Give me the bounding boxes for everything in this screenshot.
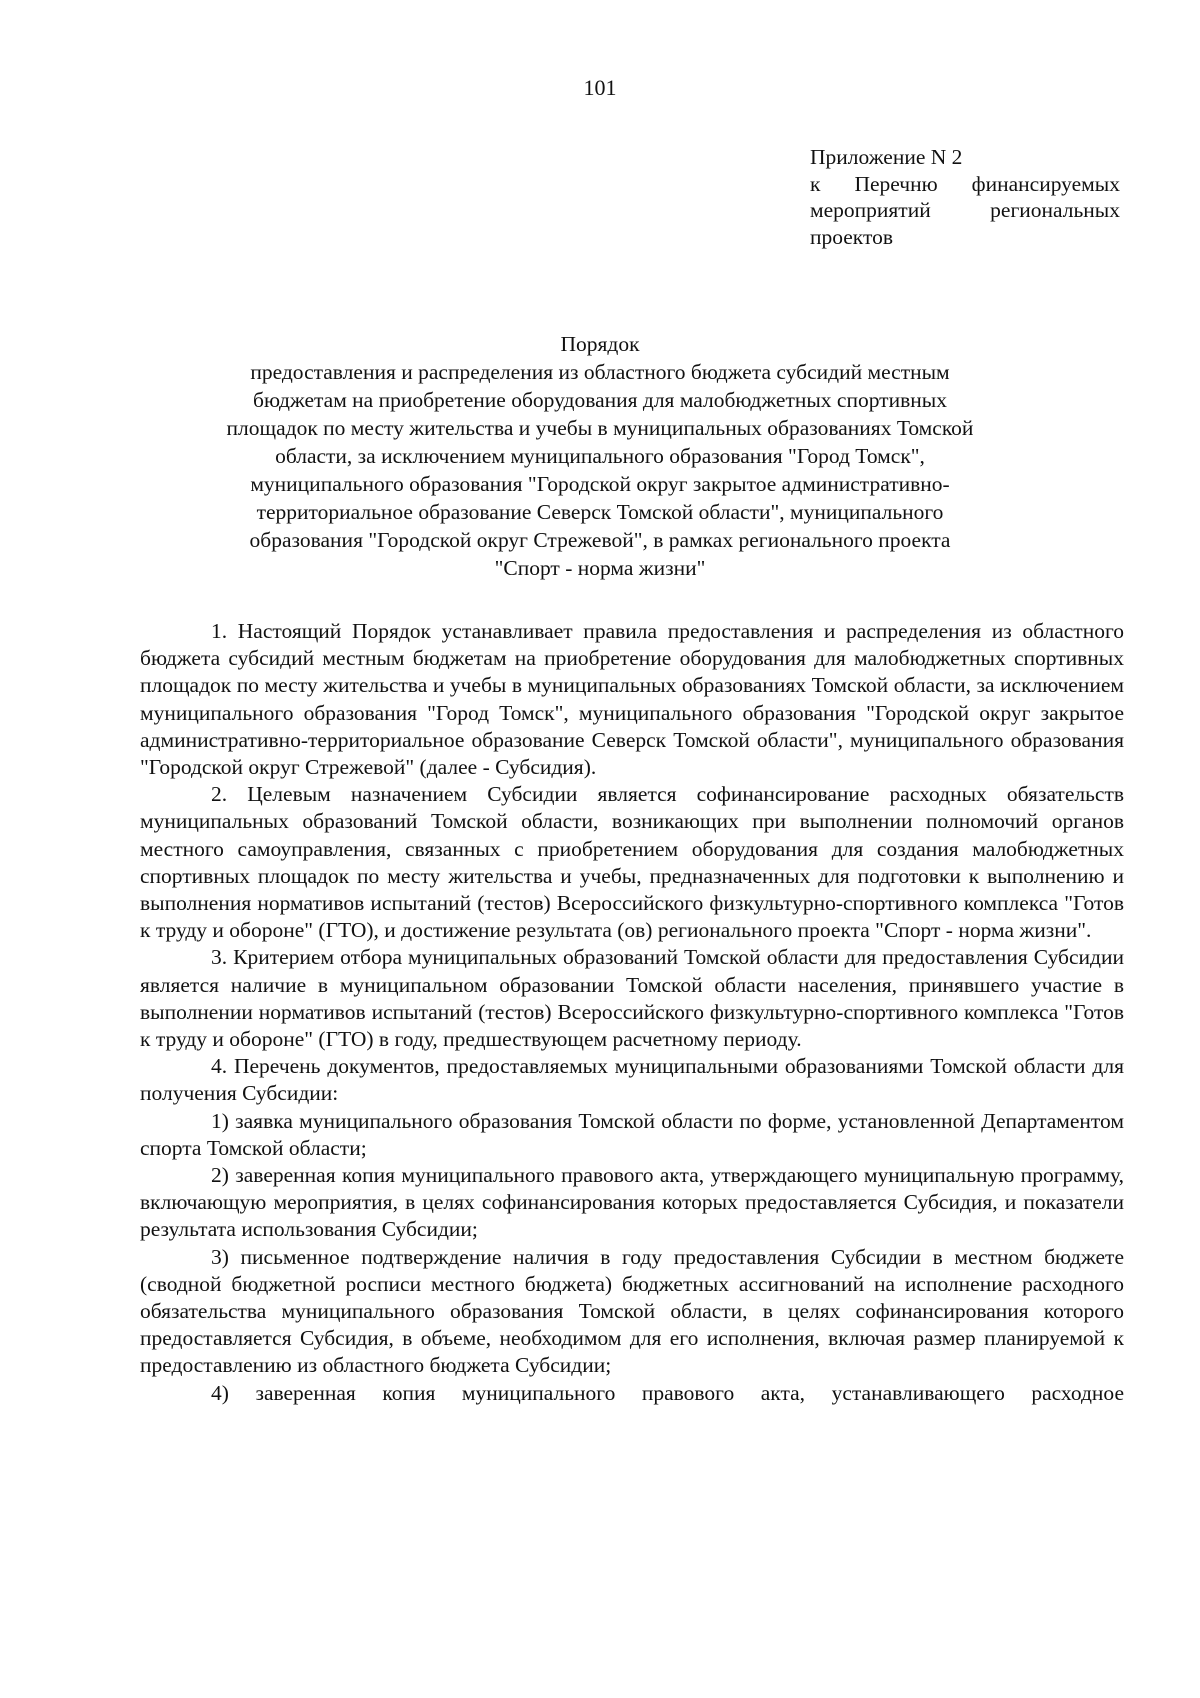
title-line: "Спорт - норма жизни": [494, 556, 706, 580]
title-line: территориальное образование Северск Томской области", муниципального: [256, 500, 944, 524]
title-line: образования "Городской округ Стрежевой", в рамках регионального проекта: [249, 528, 951, 552]
document-body: [140, 618, 1124, 1407]
list-item-2: 2) заверенная копия муниципального правового акта, утверждающего муниципальную программу, включающую мероприятия, в целях софинансирования которых предоставляется Субсидия, и показатели результата использования Субсидии;: [140, 1163, 1124, 1242]
title-heading: Порядок: [560, 332, 640, 356]
title-line: бюджетам на приобретение оборудования для малобюджетных спортивных: [253, 388, 947, 412]
title-line: предоставления и распределения из областного бюджета субсидий местным: [250, 360, 950, 384]
paragraph-2: 2. Целевым назначением Субсидии является софинансирование расходных обязательств муниципальных образований Томской области, возникающих при выполнении полномочий органов местного самоуправления, связанных с приобретением оборудования для создания малобюджетных спортивных площадок по месту жительства и учебы, предназначенных для подготовки к выполнению и выполнения нормативов испытаний (тестов) Всероссийского физкультурно-спортивного комплекса "Готов к труду и обороне" (ГТО), и достижение результата (ов) регионального проекта "Спорт - норма жизни".: [140, 782, 1124, 943]
list-item-1: 1) заявка муниципального образования Томской области по форме, установленной Департаментом спорта Томской области;: [140, 1108, 1124, 1160]
appendix-line: мероприятий региональных: [810, 198, 1120, 222]
title-line: муниципального образования "Городской округ закрытое административно-: [250, 472, 950, 496]
document-title: [170, 330, 1030, 582]
title-line: области, за исключением муниципального образования "Город Томск",: [275, 444, 925, 468]
appendix-title: Приложение N 2: [810, 145, 963, 169]
appendix-reference: [810, 144, 1120, 250]
paragraph-4: 4. Перечень документов, предоставляемых муниципальными образованиями Томской области для получения Субсидии:: [140, 1054, 1124, 1106]
appendix-line: к Перечню финансируемых: [810, 171, 1120, 196]
list-item-3: 3) письменное подтверждение наличия в году предоставления Субсидии в местном бюджете (сводной бюджетной росписи местного бюджета) бюджетных ассигнований на исполнение расходного обязательства муниципального образования Томской области, в целях софинансирования которого предоставляется Субсидия, в объеме, необходимом для его исполнения, включая размер планируемой к предоставлению из областного бюджета Субсидии;: [140, 1244, 1124, 1378]
paragraph-3: 3. Критерием отбора муниципальных образований Томской области для предоставления Субсидии является наличие в муниципальном образовании Томской области населения, принявшего участие в выполнении нормативов испытаний (тестов) Всероссийского физкультурно-спортивного комплекса "Готов к труду и обороне" (ГТО) в году, предшествующем расчетному периоду.: [140, 945, 1124, 1052]
title-line: площадок по месту жительства и учебы в муниципальных образованиях Томской: [226, 416, 974, 440]
appendix-line: проектов: [810, 224, 893, 249]
page-number: 101: [583, 75, 617, 100]
paragraph-1: 1. Настоящий Порядок устанавливает правила предоставления и распределения из областного бюджета субсидий местным бюджетам на приобретение оборудования для малобюджетных спортивных площадок по месту жительства и учебы в муниципальных образованиях Томской области, за исключением муниципального образования "Город Томск", муниципального образования "Городской округ закрытое административно-территориальное образование Северск Томской области", муниципального образования "Городской округ Стрежевой" (далее - Субсидия).: [140, 619, 1124, 780]
list-item-4: 4) заверенная копия муниципального правового акта, устанавливающего расходное: [211, 1380, 1124, 1405]
